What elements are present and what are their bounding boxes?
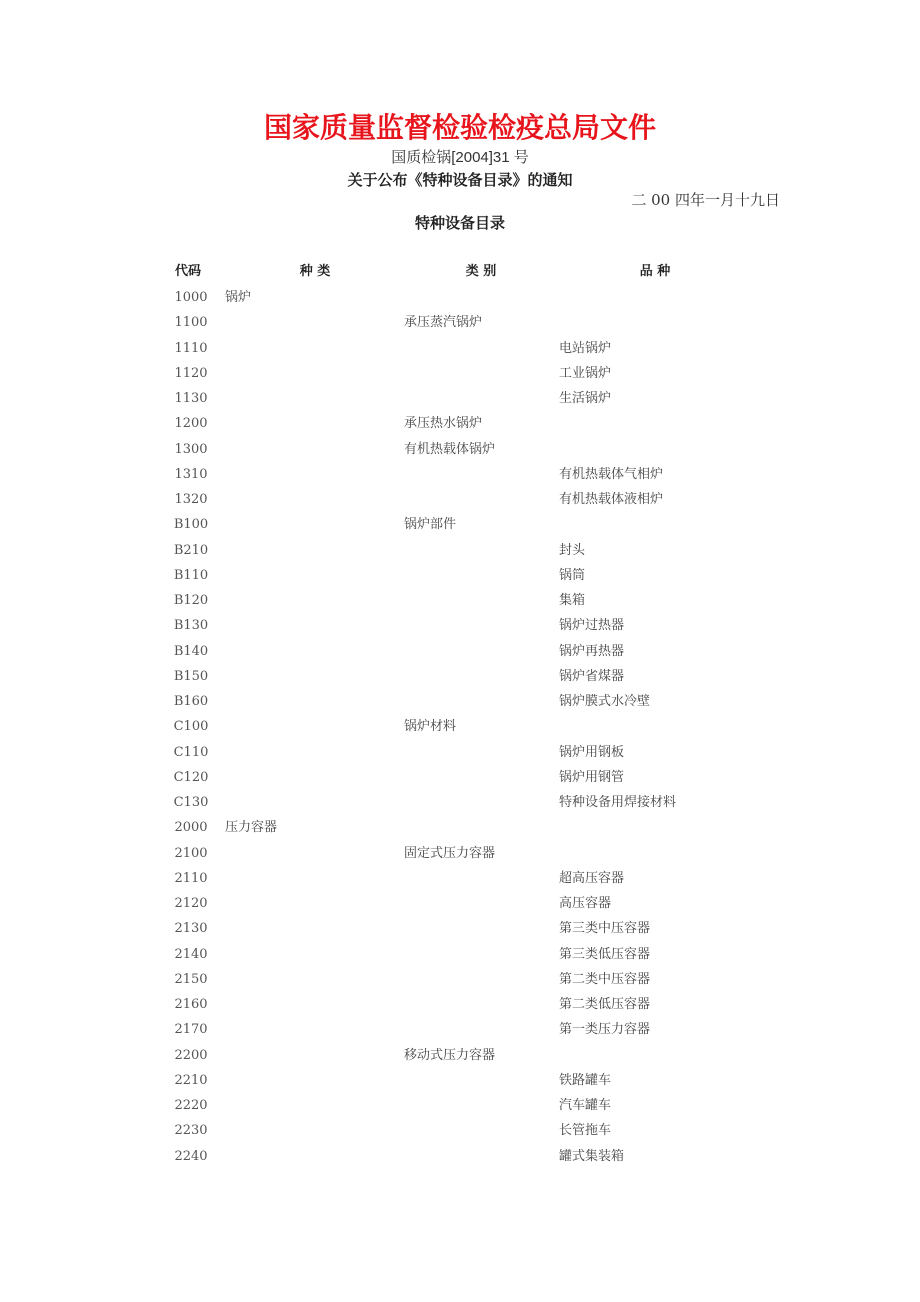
table-row — [0, 487, 920, 512]
cell-code: B110 — [173, 567, 209, 583]
cell-variety: 锅炉用钢板 — [559, 744, 625, 760]
table-row — [0, 689, 920, 714]
cell-code: B160 — [173, 694, 209, 709]
cell-kind: 压力容器 — [225, 820, 278, 836]
table-row — [0, 1118, 920, 1143]
cell-code: 2100 — [174, 845, 208, 861]
table-row — [0, 588, 920, 613]
cell-variety: 高压容器 — [559, 896, 612, 911]
table-row — [0, 1068, 920, 1093]
table-row — [0, 815, 920, 840]
cell-category: 锅炉材料 — [404, 719, 457, 735]
cell-code: 2210 — [174, 1072, 208, 1088]
table-row — [0, 639, 920, 664]
cell-code: C120 — [173, 769, 209, 785]
table-row — [0, 285, 920, 310]
table-row — [0, 866, 920, 891]
cell-category: 承压热水锅炉 — [404, 416, 483, 432]
cell-code: C110 — [173, 744, 209, 760]
cell-code: 1310 — [174, 466, 208, 482]
cell-variety: 特种设备用焊接材料 — [559, 795, 677, 810]
cell-variety: 铁路罐车 — [559, 1072, 612, 1088]
table-row — [0, 563, 920, 588]
cell-variety: 第二类低压容器 — [559, 997, 651, 1012]
cell-variety: 锅炉过热器 — [559, 618, 625, 634]
document-title: 国家质量监督检验检疫总局文件 — [263, 111, 656, 144]
header-code: 代码 — [174, 264, 201, 279]
cell-code: 2140 — [174, 946, 208, 962]
document-date: 二 00 四年一月十九日 — [631, 191, 780, 209]
cell-variety: 长管拖车 — [559, 1123, 612, 1139]
document-number: 国质检锅[2004]31 号 — [391, 149, 529, 166]
table-row — [0, 462, 920, 487]
cell-code: 2170 — [174, 1022, 208, 1038]
cell-code: 2220 — [174, 1098, 208, 1113]
cell-category: 有机热载体锅炉 — [404, 441, 496, 457]
cell-variety: 锅炉再热器 — [559, 643, 625, 659]
table-row — [0, 992, 920, 1017]
cell-code: 1200 — [174, 416, 208, 432]
cell-code: 1120 — [174, 365, 208, 381]
cell-variety: 罐式集装箱 — [559, 1148, 625, 1164]
cell-code: 2150 — [174, 971, 208, 987]
table-header — [0, 262, 920, 282]
cell-category: 移动式压力容器 — [404, 1047, 496, 1063]
cell-variety: 电站锅炉 — [559, 340, 612, 356]
table-row — [0, 891, 920, 916]
cell-code: 2130 — [174, 921, 208, 937]
table-row — [0, 1144, 920, 1169]
table-row — [0, 765, 920, 790]
cell-code: 1110 — [174, 340, 208, 356]
cell-code: 1000 — [174, 290, 208, 305]
cell-code: 1130 — [174, 391, 208, 406]
cell-code: C100 — [173, 719, 209, 735]
table-row — [0, 740, 920, 765]
cell-code: 2160 — [174, 997, 208, 1012]
cell-variety: 锅炉用钢管 — [559, 769, 625, 785]
cell-variety: 第三类中压容器 — [559, 921, 651, 937]
cell-variety: 锅炉省煤器 — [559, 668, 625, 684]
cell-variety: 生活锅炉 — [559, 391, 612, 406]
table-row — [0, 361, 920, 386]
cell-code: 2000 — [174, 820, 208, 836]
cell-category: 固定式压力容器 — [404, 845, 496, 861]
cell-variety: 有机热载体液相炉 — [559, 492, 664, 507]
cell-code: B100 — [173, 517, 209, 533]
table-row — [0, 411, 920, 436]
header-variety: 品 种 — [639, 264, 671, 279]
table-row — [0, 841, 920, 866]
cell-category: 锅炉部件 — [404, 517, 457, 533]
cell-code: 1100 — [174, 315, 208, 331]
table-row — [0, 1043, 920, 1068]
catalog-title: 特种设备目录 — [414, 214, 505, 232]
table-row — [0, 437, 920, 462]
cell-variety: 第二类中压容器 — [559, 971, 651, 987]
table-row — [0, 916, 920, 941]
cell-variety: 锅筒 — [559, 567, 586, 583]
cell-code: B150 — [173, 668, 209, 684]
cell-code: 2240 — [174, 1148, 208, 1164]
table-row — [0, 538, 920, 563]
table-row — [0, 790, 920, 815]
cell-variety: 工业锅炉 — [559, 365, 612, 381]
catalog-table-body — [0, 285, 920, 1169]
cell-code: B130 — [173, 618, 209, 634]
table-row — [0, 1093, 920, 1118]
cell-code: 2110 — [174, 870, 208, 886]
header-category: 类 别 — [465, 264, 497, 279]
cell-variety: 锅炉膜式水冷壁 — [559, 694, 651, 709]
table-row — [0, 310, 920, 335]
cell-variety: 第三类低压容器 — [559, 946, 651, 962]
cell-code: 2200 — [174, 1047, 208, 1063]
cell-variety: 集箱 — [559, 593, 586, 608]
table-row — [0, 942, 920, 967]
cell-code: 2230 — [174, 1123, 208, 1139]
cell-variety: 有机热载体气相炉 — [559, 466, 664, 482]
cell-code: 1300 — [174, 441, 208, 457]
cell-code: B120 — [173, 593, 209, 608]
cell-category: 承压蒸汽锅炉 — [404, 315, 483, 331]
notice-title: 关于公布《特种设备目录》的通知 — [347, 171, 573, 189]
table-row — [0, 1017, 920, 1042]
cell-code: 1320 — [174, 492, 208, 507]
cell-code: C130 — [173, 795, 209, 810]
table-row — [0, 386, 920, 411]
cell-code: 2120 — [174, 896, 208, 911]
header-kind: 种 类 — [299, 264, 331, 279]
cell-variety: 超高压容器 — [559, 870, 625, 886]
cell-variety: 汽车罐车 — [559, 1098, 612, 1113]
table-row — [0, 967, 920, 992]
table-row — [0, 664, 920, 689]
cell-variety: 第一类压力容器 — [559, 1022, 651, 1038]
cell-kind: 锅炉 — [225, 290, 252, 305]
table-row — [0, 512, 920, 537]
table-row — [0, 613, 920, 638]
cell-variety: 封头 — [559, 542, 586, 558]
cell-code: B140 — [173, 643, 209, 659]
table-row — [0, 336, 920, 361]
cell-code: B210 — [173, 542, 209, 558]
table-row — [0, 714, 920, 739]
